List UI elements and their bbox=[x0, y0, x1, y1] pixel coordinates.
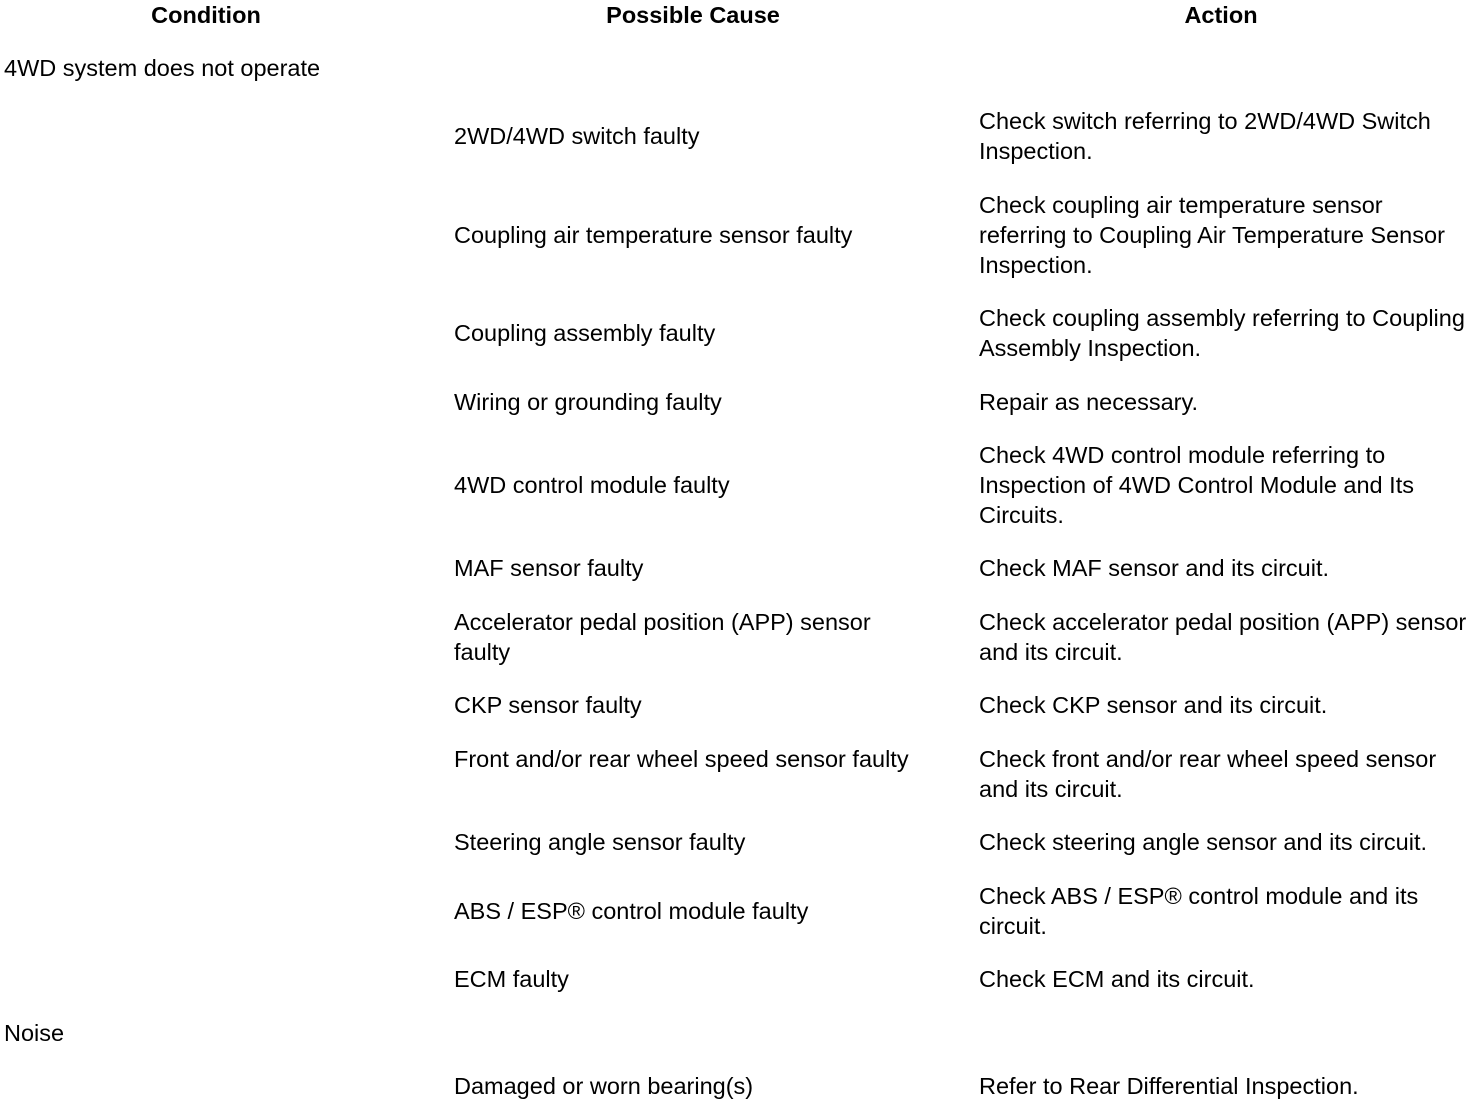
action-text: Check ABS / ESP® control module and its circuit. bbox=[979, 883, 1419, 939]
cause-text: Damaged or worn bearing(s) bbox=[454, 1073, 754, 1099]
cause-text: Coupling assembly faulty bbox=[454, 320, 716, 346]
action-text: Check accelerator pedal position (APP) sensor and its circuit. bbox=[979, 609, 1467, 665]
header-possible-cause: Possible Cause bbox=[606, 2, 780, 28]
cause-text: CKP sensor faulty bbox=[454, 692, 642, 718]
cause-text: MAF sensor faulty bbox=[454, 555, 644, 581]
action-text: Check 4WD control module referring to Inspection of 4WD Control Module and Its Circuits. bbox=[979, 442, 1414, 528]
action-text: Check coupling assembly referring to Coupling Assembly Inspection. bbox=[979, 305, 1465, 361]
action-text: Check switch referring to 2WD/4WD Switch Inspection. bbox=[979, 108, 1431, 164]
action-text: Check ECM and its circuit. bbox=[979, 966, 1255, 992]
cause-text: ABS / ESP® control module faulty bbox=[454, 898, 809, 924]
action-text: Check CKP sensor and its circuit. bbox=[979, 692, 1328, 718]
action-text: Check steering angle sensor and its circuit. bbox=[979, 829, 1428, 855]
cause-text: Wiring or grounding faulty bbox=[454, 389, 722, 415]
cause-text: 4WD control module faulty bbox=[454, 472, 730, 498]
action-text: Check coupling air temperature sensor referring to Coupling Air Temperature Sensor Inspection. bbox=[979, 192, 1445, 278]
cause-text: Accelerator pedal position (APP) sensor faulty bbox=[454, 609, 871, 665]
action-text: Repair as necessary. bbox=[979, 389, 1198, 415]
action-text: Check MAF sensor and its circuit. bbox=[979, 555, 1329, 581]
cause-text: 2WD/4WD switch faulty bbox=[454, 123, 700, 149]
action-text: Check front and/or rear wheel speed sensor and its circuit. bbox=[979, 746, 1437, 802]
condition-label: Noise bbox=[4, 1020, 65, 1046]
cause-text: ECM faulty bbox=[454, 966, 569, 992]
cause-text: Coupling air temperature sensor faulty bbox=[454, 222, 853, 248]
action-text: Refer to Rear Differential Inspection. bbox=[979, 1073, 1359, 1099]
header-action: Action bbox=[1184, 2, 1258, 28]
cause-text: Front and/or rear wheel speed sensor faulty bbox=[454, 746, 909, 772]
cause-text: Steering angle sensor faulty bbox=[454, 829, 746, 855]
condition-label: 4WD system does not operate bbox=[4, 55, 321, 81]
header-condition: Condition bbox=[151, 2, 261, 28]
